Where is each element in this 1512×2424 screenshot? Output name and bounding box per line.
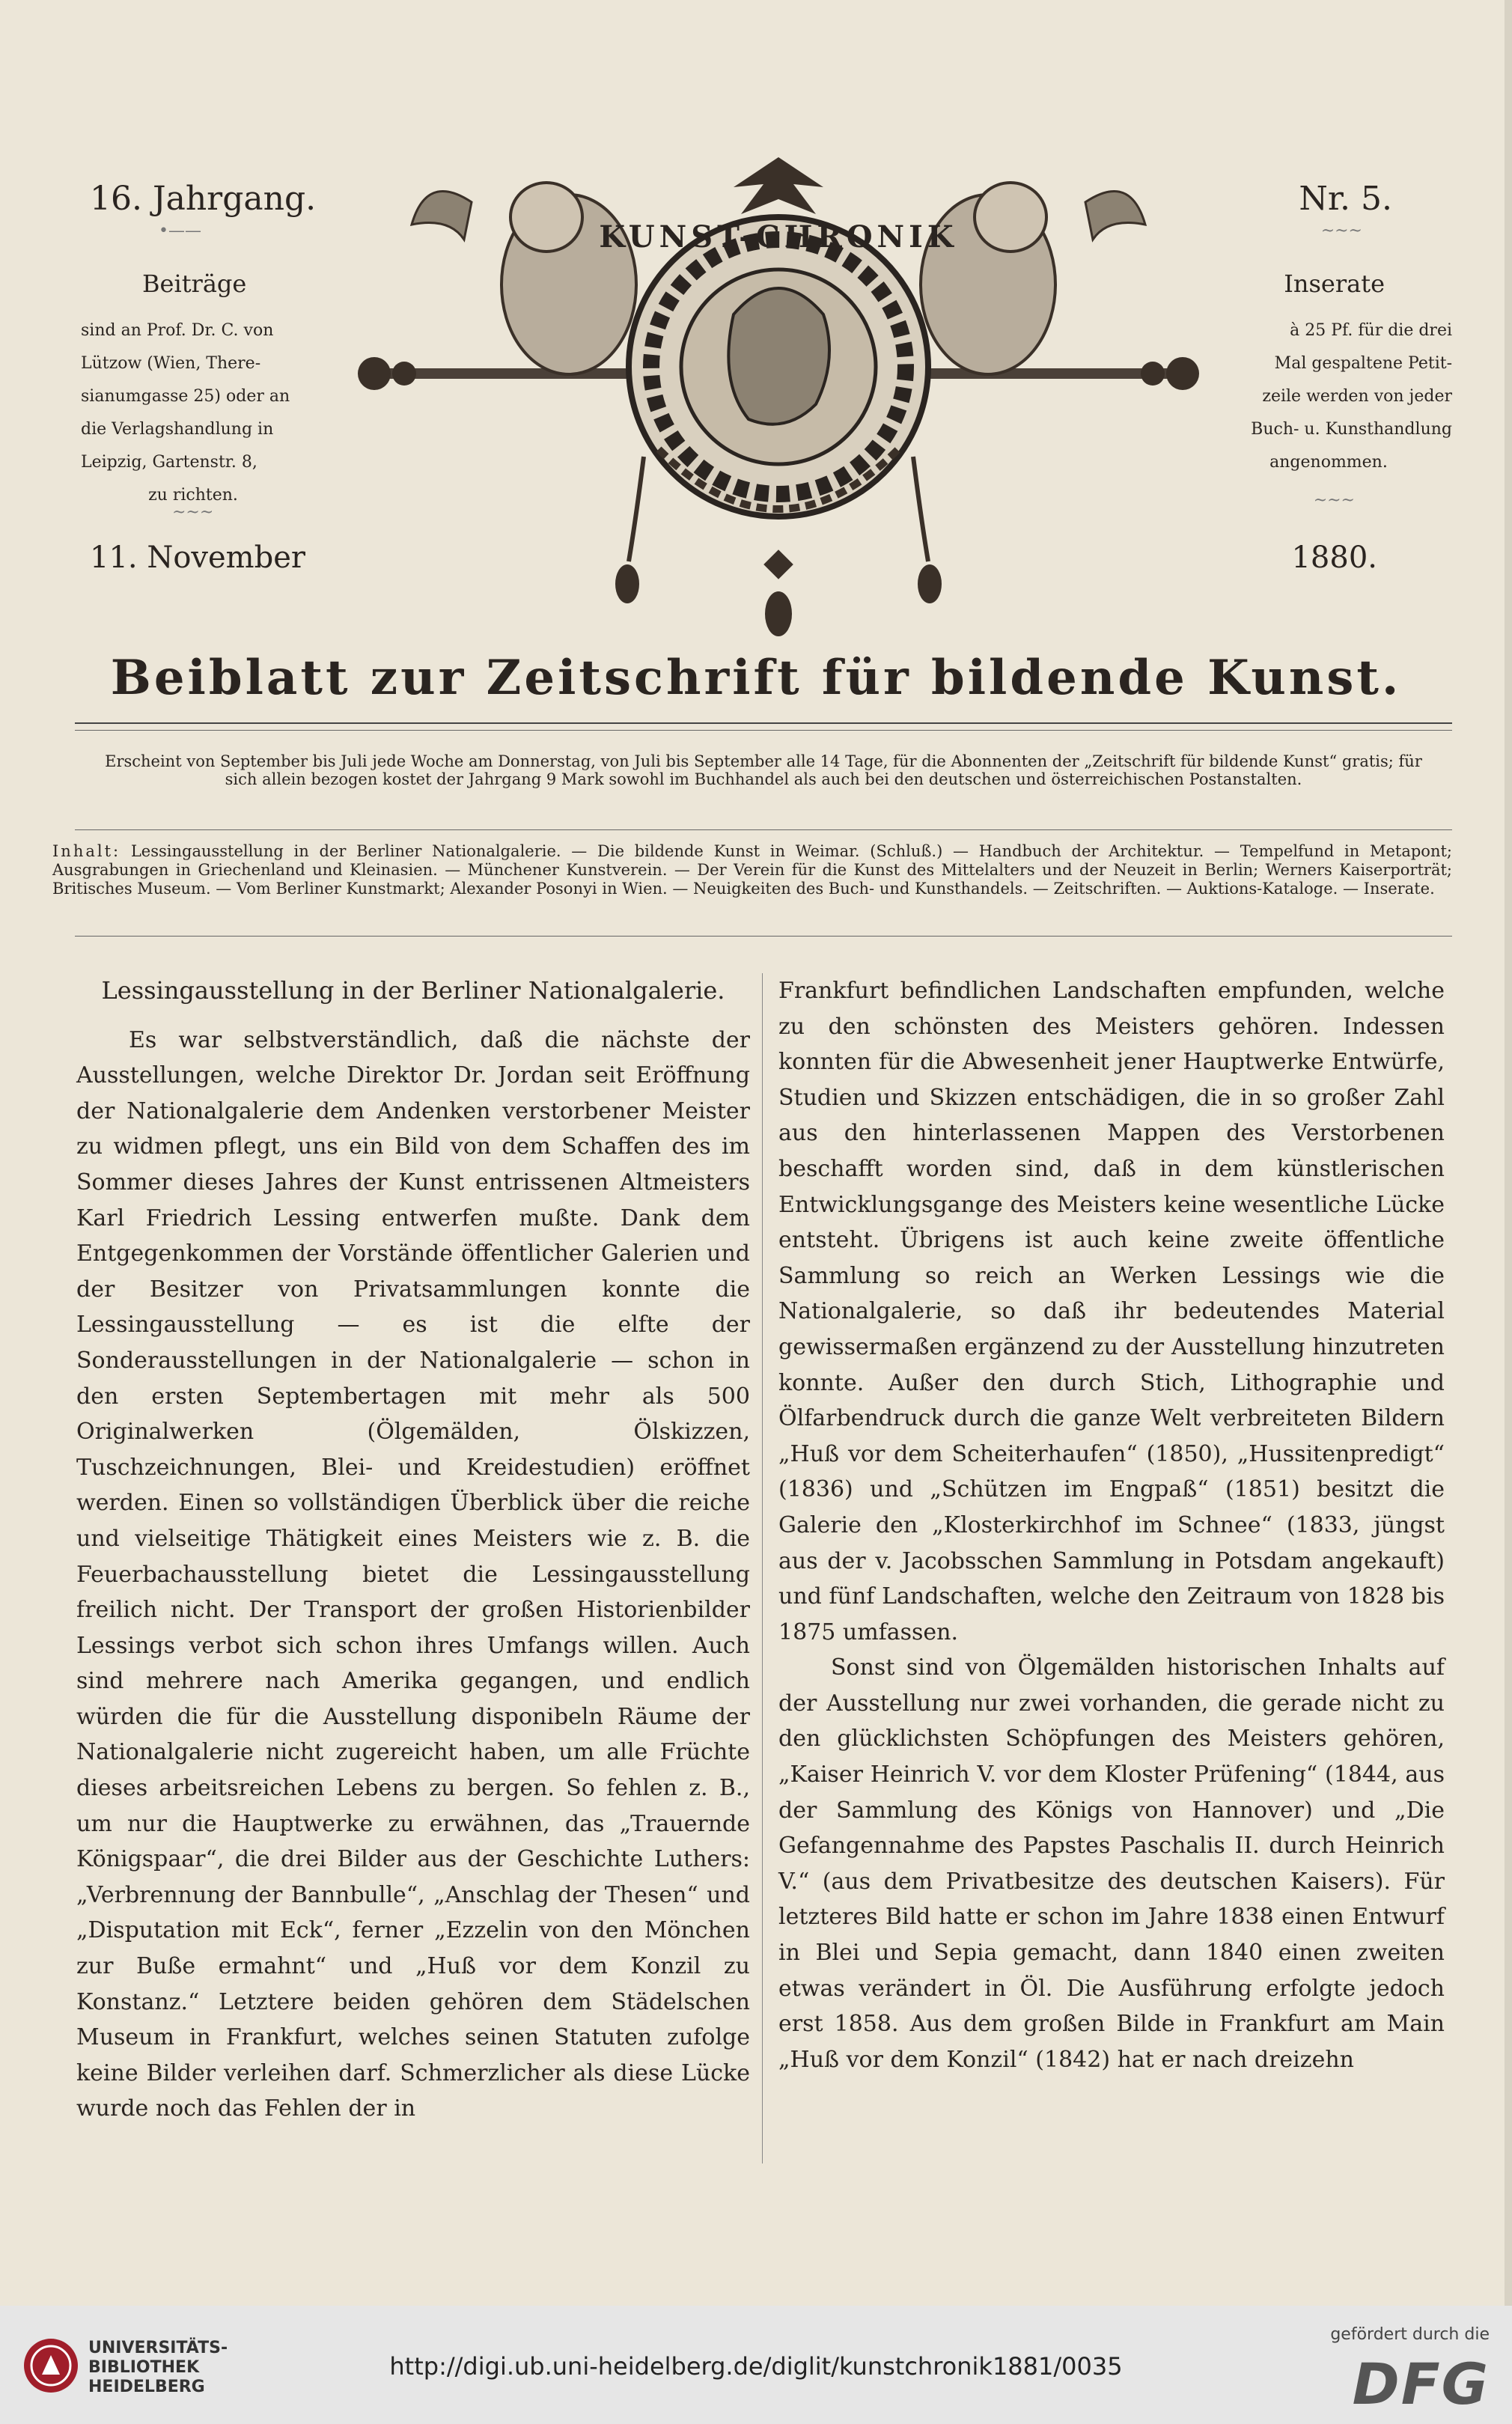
- article-title: Lessingausstellung in der Berliner Nationalgalerie.: [101, 976, 725, 1005]
- jahrgang-label: 16. Jahrgang.: [90, 180, 317, 218]
- main-title: Beiblatt zur Zeitschrift für bildende Kunst.: [110, 650, 1402, 706]
- viewer-footer: [0, 2306, 1512, 2424]
- scan-edge: [1505, 0, 1512, 2306]
- ornament-dash: ~~~: [1313, 491, 1355, 510]
- inserate-line: à 25 Pf. für die drei: [1290, 321, 1452, 340]
- dfg-logo-icon: DFG: [1352, 2351, 1490, 2417]
- article-paragraph: Sonst sind von Ölgemälden historischen Inhalts auf der Ausstellung nur zwei vorhanden, die gerade nicht zu den glücklichsten Schöpfungen des Meisters gehören, „Kaiser Heinrich V. vor dem Kloster Prüfening“ (1844, aus der Sammlung des Königs von Hannover) und „Die Gefangennahme des Papstes Paschalis II. durch Heinrich V.“ (aus dem Privatbesitze des deutschen Kaisers). Für letzteres Bild hatte er schon im Jahre 1838 einen Entwurf in Blei und Sepia gemacht, dann 1840 einen zweiten etwas verändert in Öl. Die Ausführung erfolgte jedoch erst 1858. Aus dem großen Bilde in Frankfurt am Main „Huß vor dem Konzil“ (1842) hat er nach dreizehn: [778, 1654, 1445, 2073]
- emblem-text: KUNST-CHRONIK: [599, 219, 958, 255]
- ornament-dash: •——: [159, 222, 201, 240]
- divider-rule: [75, 936, 1452, 937]
- table-of-contents: [52, 842, 1452, 898]
- permalink-url[interactable]: http://digi.ub.uni-heidelberg.de/diglit/kunstchronik1881/0035: [389, 2352, 1123, 2381]
- inserate-line: angenommen.: [1269, 453, 1388, 472]
- beitraege-title: Beiträge: [142, 269, 247, 298]
- divider-rule: [75, 722, 1452, 724]
- article-column-left: [76, 973, 750, 2127]
- uni-line: UNIVERSITÄTS-: [88, 2339, 228, 2357]
- divider-rule: [75, 730, 1452, 731]
- toc-label: Inhalt:: [52, 842, 121, 860]
- beitraege-line: Leipzig, Gartenstr. 8,: [81, 453, 257, 472]
- uni-line: BIBLIOTHEK: [88, 2358, 200, 2377]
- inserate-info: [1205, 314, 1452, 479]
- inserate-title: Inserate: [1284, 269, 1385, 298]
- ornament-dash: ~~~: [172, 503, 214, 522]
- beitraege-line: zu richten.: [148, 486, 238, 505]
- dfg-caption: gefördert durch die: [1330, 2325, 1490, 2344]
- beitraege-line: sianumgasse 25) oder an: [81, 387, 290, 406]
- article-paragraph: Es war selbstverständlich, daß die nächste der Ausstellungen, welche Direktor Dr. Jordan seit Eröffnung der Nationalgalerie dem Andenken verstorbener Meister zu widmen pflegt, uns ein Bild von dem Schaffen des im Sommer dieses Jahres der Kunst entrissenen Altmeisters Karl Friedrich Lessing entwerfen mußte. Dank dem Entgegenkommen der Vorstände öffentlicher Galerien und der Besitzer von Privatsammlungen konnte die Lessingausstellung — es ist die elfte der Sonderausstellungen in der Nationalgalerie — schon in den ersten Septembertagen mit mehr als 500 Originalwerken (Ölgemälden, Ölskizzen, Tuschzeichnungen, Blei- und Kreidestudien) eröffnet werden. Einen so vollständigen Überblick über die reiche und vielseitige Thätigkeit eines Meisters wie z. B. die Feuerbachausstellung bietet die Lessingausstellung freilich nicht. Der Transport der großen Historienbilder Lessings verbot sich schon ihres Umfangs willen. Auch sind mehrere nach Amerika gegangen, und endlich würden die für die Ausstellung disponibeln Räume der Nationalgalerie nicht zugereicht haben, um alle Früchte dieses arbeitsreichen Lebens zu bergen. So fehlen z. B., um nur die Hauptwerke zu erwähnen, das „Trauernde Königspaar“, die drei Bilder aus der Geschichte Luthers: „Verbrennung der Bannbulle“, „Anschlag der Thesen“ und „Disputation mit Eck“, ferner „Ezzelin von den Mönchen zur Buße ermahnt“ und „Huß vor dem Konzil zu Konstanz.“ Letztere beiden gehören dem Städelschen Museum in Frankfurt, welches seinen Statuten zufolge keine Bilder verleihen darf. Schmerzlicher als diese Lücke wurde noch das Fehlen der in: [76, 1026, 750, 2122]
- ornament-dash: ~~~: [1320, 222, 1362, 240]
- uni-line: HEIDELBERG: [88, 2378, 205, 2396]
- toc-text: Lessingausstellung in der Berliner Nationalgalerie. — Die bildende Kunst in Weimar. (Schluß.) — Handbuch der Architektur. — Tempelfund in Metapont; Ausgrabungen in Griechenland und Kleinasien. — Münchener Kunstverein. — Der Verein für die Kunst des Mittelalters und der Neuzeit in Berlin; Werners Kaiserporträt; Britisches Museum. — Vom Berliner Kunstmarkt; Alexander Posonyi in Wien. — Neuigkeiten des Buch- und Kunsthandels. — Zeitschriften. — Auktions-Kataloge. — Inserate.: [52, 842, 1452, 898]
- issue-number: Nr. 5.: [1299, 180, 1392, 218]
- inserate-line: zeile werden von jeder: [1262, 387, 1452, 406]
- publication-info: Erscheint von September bis Juli jede Woche am Donnerstag, von Juli bis September alle 14 Tage, für die Abonnenten der „Zeitschrift für bildende Kunst“ gratis; für sich allein bezogen kostet der Jahrgang 9 Mark sowohl im Buchhandel als auch bei den deutschen und österreichischen Postanstalten.: [105, 752, 1422, 788]
- column-divider: [762, 973, 763, 2163]
- article-column-right: [778, 973, 1445, 2077]
- beitraege-line: die Verlagshandlung in: [81, 420, 274, 439]
- divider-rule: [75, 829, 1452, 830]
- inserate-line: Mal gespaltene Petit-: [1274, 354, 1452, 373]
- issue-date: 11. November: [90, 540, 306, 575]
- beitraege-info: [81, 314, 305, 512]
- article-paragraph: Frankfurt befindlichen Landschaften empfunden, welche zu den schönsten des Meisters gehören. Indessen konnten für die Abwesenheit jener Hauptwerke Entwürfe, Studien und Skizzen entschädigen, die in so großer Zahl aus den hinterlassenen Mappen des Verstorbenen beschafft worden sind, daß in dem künstlerischen Entwicklungsgange des Meisters keine wesentliche Lücke entsteht. Übrigens ist auch keine zweite öffentliche Sammlung so reich an Werken Lessings wie die Nationalgalerie, so daß ihr bedeutendes Material gewissermaßen ergänzend zu der Ausstellung hinzutreten konnte. Außer den durch Stich, Lithographie und Ölfarbendruck durch die ganze Welt verbreiteten Bildern „Huß vor dem Scheiterhaufen“ (1850), „Hussitenpredigt“ (1836) und „Schützen im Engpaß“ (1851) besitzt die Galerie den „Klosterkirchhof im Schnee“ (1833, jüngst aus der v. Jacobsschen Sammlung in Potsdam angekauft) und fünf Landschaften, welche den Zeitraum von 1828 bis 1875 umfassen.: [778, 978, 1445, 1645]
- inserate-line: Buch- u. Kunsthandlung: [1251, 420, 1452, 439]
- issue-year: 1880.: [1291, 540, 1377, 575]
- kunst-chronik-emblem-icon: [344, 135, 1213, 659]
- beitraege-line: Lützow (Wien, There-: [81, 354, 261, 373]
- beitraege-line: sind an Prof. Dr. C. von: [81, 321, 274, 340]
